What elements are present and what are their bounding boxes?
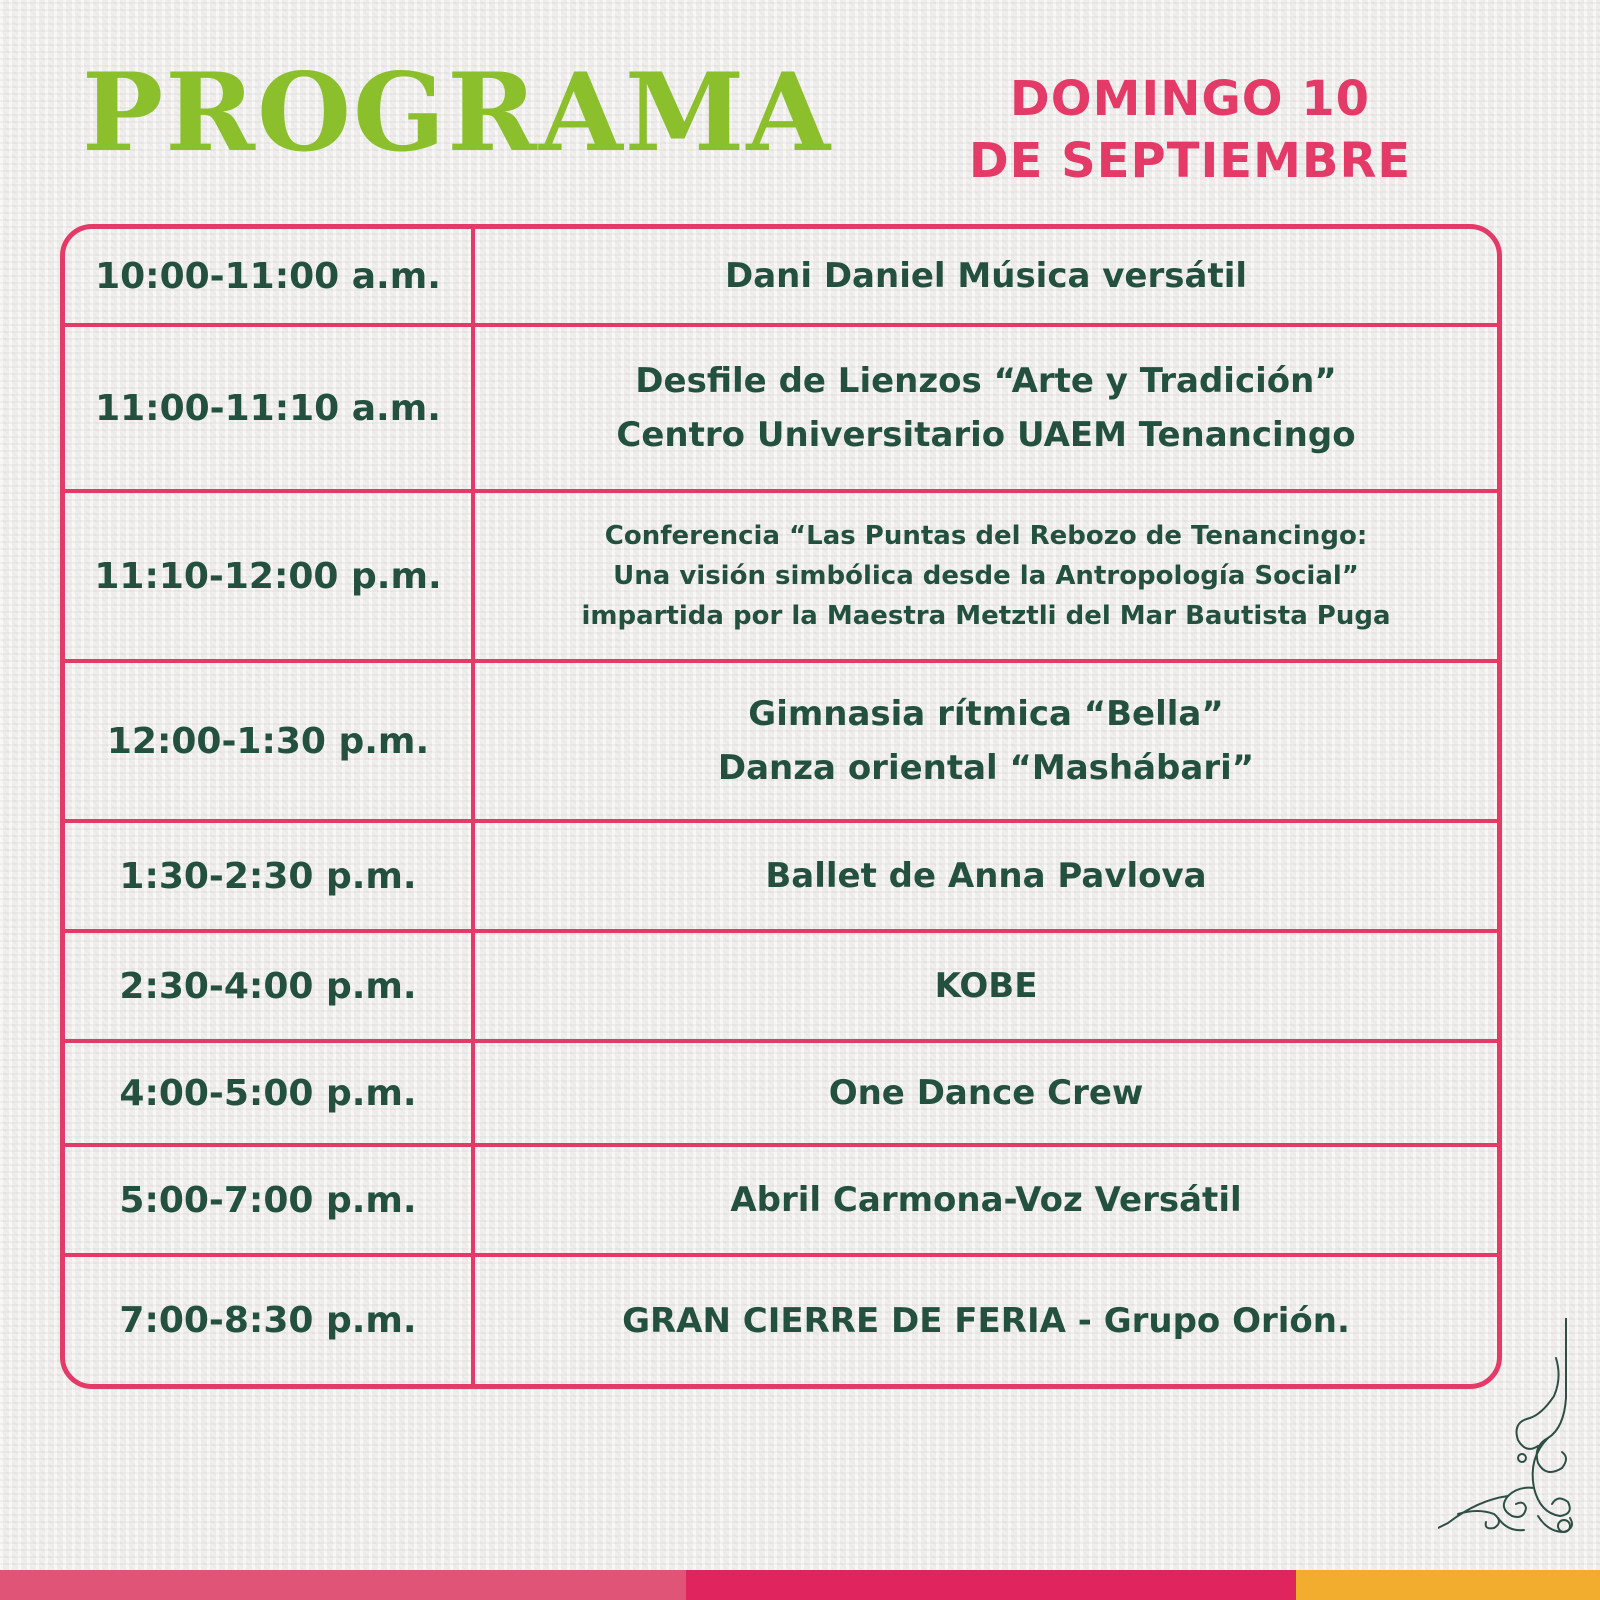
schedule-row xyxy=(65,1257,1497,1384)
event-date xyxy=(930,68,1450,192)
schedule-table xyxy=(60,224,1502,1389)
ornamental-flourish-icon xyxy=(1438,1318,1578,1548)
event-line: Una visión simbólica desde la Antropología Social” xyxy=(613,561,1359,591)
event-line: Gimnasia rítmica “Bella” xyxy=(748,694,1224,734)
schedule-row xyxy=(65,1043,1497,1147)
footer-color-stripes xyxy=(0,1570,1600,1600)
schedule-time: 1:30-2:30 p.m. xyxy=(65,823,475,929)
schedule-row xyxy=(65,663,1497,823)
schedule-event xyxy=(475,1147,1497,1253)
stripe-right xyxy=(1296,1570,1600,1600)
stripe-left xyxy=(0,1570,686,1600)
schedule-event xyxy=(475,933,1497,1039)
event-line: Ballet de Anna Pavlova xyxy=(765,856,1207,896)
schedule-row xyxy=(65,493,1497,663)
event-line: GRAN CIERRE DE FERIA - Grupo Orión. xyxy=(622,1300,1350,1341)
event-line: KOBE xyxy=(934,966,1038,1006)
page-title: PROGRAMA xyxy=(82,50,833,176)
schedule-row xyxy=(65,327,1497,493)
date-line-1: DOMINGO 10 xyxy=(1009,71,1371,127)
schedule-event xyxy=(475,1043,1497,1143)
schedule-time: 11:00-11:10 a.m. xyxy=(65,327,475,489)
schedule-time: 2:30-4:00 p.m. xyxy=(65,933,475,1039)
schedule-time: 7:00-8:30 p.m. xyxy=(65,1257,475,1384)
schedule-row xyxy=(65,229,1497,327)
schedule-event xyxy=(475,229,1497,323)
event-line: impartida por la Maestra Metztli del Mar Bautista Puga xyxy=(581,601,1391,631)
event-line: Conferencia “Las Puntas del Rebozo de Tenancingo: xyxy=(604,521,1368,551)
schedule-time: 10:00-11:00 a.m. xyxy=(65,229,475,323)
event-line: Danza oriental “Mashábari” xyxy=(717,748,1255,788)
schedule-event xyxy=(475,327,1497,489)
schedule-event xyxy=(475,1257,1497,1384)
schedule-time: 12:00-1:30 p.m. xyxy=(65,663,475,819)
schedule-time: 4:00-5:00 p.m. xyxy=(65,1043,475,1143)
schedule-event xyxy=(475,823,1497,929)
schedule-time: 5:00-7:00 p.m. xyxy=(65,1147,475,1253)
event-line: Desfile de Lienzos “Arte y Tradición” xyxy=(635,361,1337,401)
event-line: Dani Daniel Música versátil xyxy=(724,256,1248,296)
event-line: Abril Carmona-Voz Versátil xyxy=(730,1180,1242,1220)
schedule-row xyxy=(65,823,1497,933)
schedule-row xyxy=(65,1147,1497,1257)
schedule-event xyxy=(475,493,1497,659)
date-line-2: DE SEPTIEMBRE xyxy=(968,133,1412,189)
schedule-row xyxy=(65,933,1497,1043)
event-line: Centro Universitario UAEM Tenancingo xyxy=(616,415,1356,455)
event-line: One Dance Crew xyxy=(828,1073,1144,1113)
stripe-middle xyxy=(686,1570,1296,1600)
schedule-event xyxy=(475,663,1497,819)
schedule-time: 11:10-12:00 p.m. xyxy=(65,493,475,659)
